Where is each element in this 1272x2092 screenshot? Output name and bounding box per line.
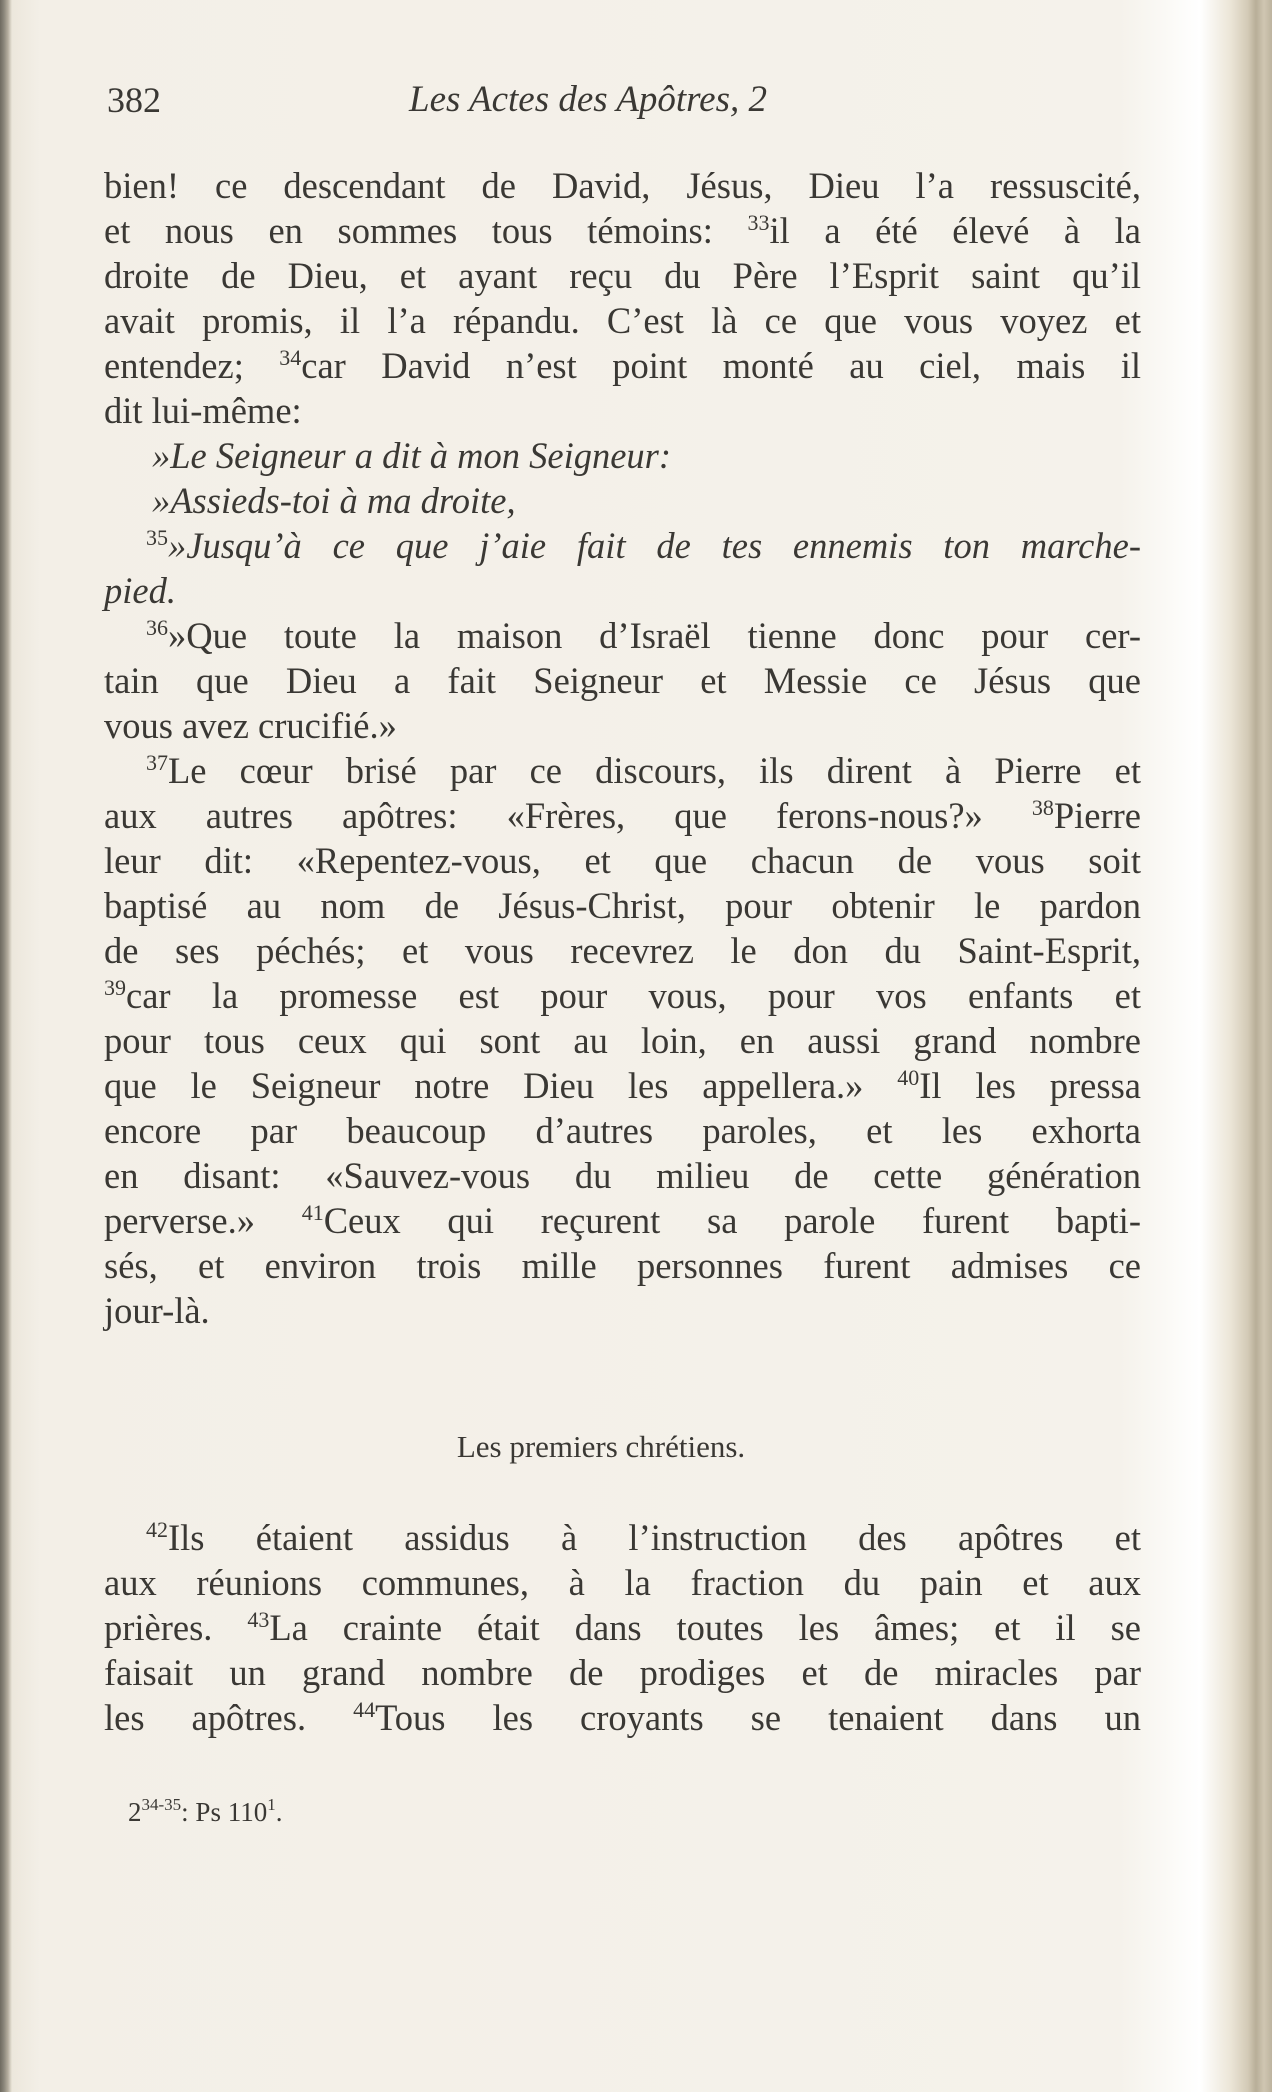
- footnote: 2$^{34-35}$: Ps $110^1$.: [128, 1795, 283, 1827]
- verse-number: 35: [146, 525, 168, 550]
- text-line: $^{37}$Le cœur brisé par ce discours, ils dirent à Pierre et: [146, 750, 1141, 791]
- running-title: Les Actes des Apôtres, 2: [409, 79, 767, 120]
- text-line: pour tous ceux qui sont au loin, en aussi grand nombre: [104, 1020, 1141, 1061]
- text-line: encore par beaucoup d’autres paroles, et les exhorta: [104, 1110, 1141, 1151]
- text-line: jour-là.: [104, 1290, 210, 1331]
- text-line: avait promis, il l’a répandu. C’est là ce que vous voyez et: [104, 300, 1141, 341]
- page-header: [107, 78, 1167, 128]
- text-line: droite de Dieu, et ayant reçu du Père l’Esprit saint qu’il: [104, 255, 1141, 296]
- verse-number: 39: [104, 975, 126, 1000]
- text-line: que le Seigneur notre Dieu les appellera.» $^{40}$Il les pressa: [104, 1065, 1141, 1106]
- text-line: en disant: «Sauvez-vous du milieu de cette génération: [104, 1155, 1141, 1196]
- text-line: leur dit: «Repentez-vous, et que chacun de vous soit: [104, 840, 1141, 881]
- text-line: entendez; $^{34}$car David n’est point monté au ciel, mais il: [104, 345, 1141, 386]
- body-text: [104, 163, 1141, 1333]
- verse-number: 37: [146, 750, 168, 775]
- text-line: $^{42}$Ils étaient assidus à l’instruction des apôtres et: [146, 1517, 1141, 1558]
- text-line: tain que Dieu a fait Seigneur et Messie ce Jésus que: [104, 660, 1141, 701]
- verse-number: 36: [146, 615, 168, 640]
- text-line: aux réunions communes, à la fraction du pain et aux: [104, 1562, 1141, 1603]
- text-line: sés, et environ trois mille personnes furent admises ce: [104, 1245, 1141, 1286]
- text-line: de ses péchés; et vous recevrez le don du Saint-Esprit,: [104, 930, 1141, 971]
- page-number: 382: [107, 80, 161, 120]
- text-line: bien! ce descendant de David, Jésus, Dieu l’a ressuscité,: [104, 165, 1141, 206]
- verse-number: 33: [747, 210, 770, 235]
- verse-number: 34: [279, 345, 302, 370]
- verse-number: 42: [146, 1517, 168, 1542]
- section-heading: Les premiers chrétiens.: [456, 1429, 746, 1464]
- verse-number: 43: [247, 1607, 270, 1632]
- quote-line: »Assieds-toi à ma droite,: [152, 480, 516, 521]
- text-line: $^{36}$»Que toute la maison d’Israël tienne donc pour cer-: [146, 615, 1141, 656]
- quote-line: $^{35}$»Jusqu’à ce que j’aie fait de tes ennemis ton marche-: [146, 525, 1141, 566]
- verse-number: 41: [301, 1200, 324, 1225]
- quote-line: »Le Seigneur a dit à mon Seigneur:: [152, 435, 672, 476]
- body-text-continued: [104, 1515, 1141, 1740]
- verse-number: 44: [353, 1697, 376, 1722]
- text-line: baptisé au nom de Jésus-Christ, pour obtenir le pardon: [104, 885, 1141, 926]
- text-line: vous avez crucifié.»: [104, 705, 397, 746]
- text-line: $^{39}$car la promesse est pour vous, pour vos enfants et: [104, 975, 1141, 1016]
- verse-number: 38: [1031, 795, 1054, 820]
- text-line: et nous en sommes tous témoins: $^{33}$il a été élevé à la: [104, 210, 1142, 251]
- text-line: prières. $^{43}$La crainte était dans toutes les âmes; et il se: [104, 1607, 1141, 1648]
- text-line: les apôtres. $^{44}$Tous les croyants se tenaient dans un: [104, 1697, 1141, 1738]
- text-line: faisait un grand nombre de prodiges et de miracles par: [104, 1652, 1141, 1693]
- text-line: perverse.» $^{41}$Ceux qui reçurent sa parole furent bapti-: [104, 1200, 1141, 1241]
- text-line: dit lui-même:: [104, 390, 302, 431]
- quote-line: pied.: [104, 570, 176, 611]
- verse-number: 40: [897, 1065, 920, 1090]
- text-line: aux autres apôtres: «Frères, que ferons-nous?» $^{38}$Pierre: [104, 795, 1141, 836]
